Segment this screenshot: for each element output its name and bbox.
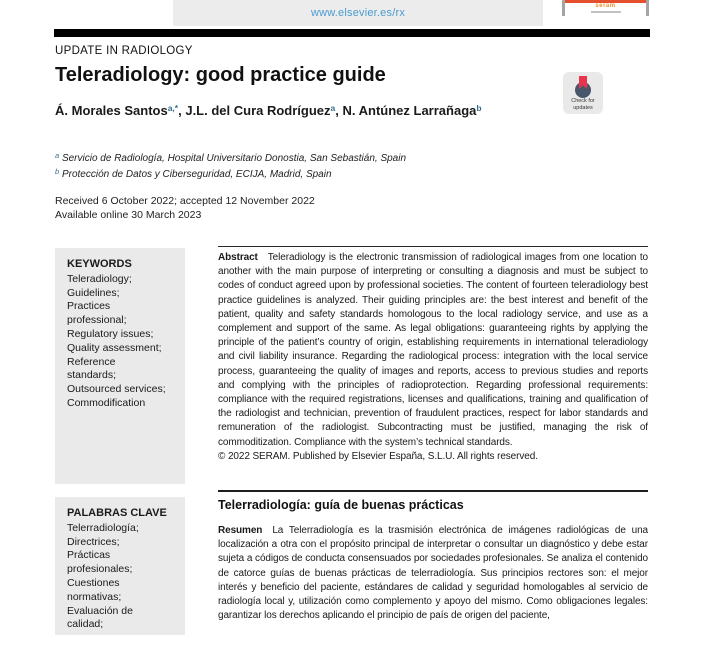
available-online-line: Available online 30 March 2023 [55, 209, 202, 221]
badge-label [563, 98, 603, 111]
keywords-title-en: KEYWORDS [67, 258, 132, 270]
author [185, 103, 342, 118]
abstract-text-es: La Telerradiología es la trasmisión electrónica de imágenes radiológicas de una localización a otra con el propósito principal de interpretar o consultar un diagnóstico y debe estar sujeta a códigos de conducta consensuados por sociedades profesionales. Se analiza el contenido de catorce guías de buenas prácticas de telerradiología. Sus principios rectores son: el mejor interés y beneficio del paciente, estándares de calidad y seguridad homologables al servicio de radiología local y, utilización como complemento y apoyo del mismo. Como obligaciones legales: garantizar los derechos aplicando el principio de país de origen del paciente, [218, 525, 648, 622]
affiliation-list [55, 149, 406, 181]
author-affiliation-sup: b [476, 103, 482, 113]
abstract-divider-rule [218, 490, 648, 492]
affiliation [55, 149, 406, 165]
author [55, 103, 185, 118]
affiliation-text: Protección de Datos y Ciberseguridad, ECIJA, Madrid, Spain [61, 169, 332, 180]
keyword-item: Guidelines; [67, 286, 120, 299]
cover-subtext-line [591, 11, 621, 13]
abstract-section-en [218, 251, 648, 464]
abstract-section-es [218, 524, 648, 623]
keyword-item: Reference standards; [67, 355, 117, 382]
keyword-item: Regulatory issues; [67, 327, 154, 340]
keyword-item: Commodification [67, 396, 146, 409]
keyword-item: Practices professional; [67, 300, 127, 327]
abstract-label-en: Abstract [218, 252, 258, 263]
affiliation [55, 165, 406, 181]
journal-header-banner [173, 0, 543, 26]
abstract-top-rule [218, 246, 648, 247]
article-history [55, 194, 315, 222]
header-divider-bar [54, 29, 650, 37]
keyword-item: Quality assessment; [67, 341, 162, 354]
badge-label-line1: Check for [571, 98, 595, 104]
author-name: N. Antúnez Larrañaga [342, 103, 477, 118]
author [343, 103, 482, 118]
keywords-box-es [55, 497, 185, 635]
keyword-item: Cuestiones normativas; [67, 576, 122, 603]
affiliation-text: Servicio de Radiología, Hospital Universitario Donostia, San Sebastián, Spain [61, 153, 407, 164]
affiliation-marker: a [55, 151, 60, 160]
abstract-paragraph-es [218, 524, 648, 623]
author-list [55, 103, 482, 118]
abstract-paragraph-en [218, 251, 648, 450]
journal-cover-thumbnail[interactable] [562, 0, 649, 16]
affiliation-marker: b [55, 167, 60, 176]
author-separator: , [178, 103, 186, 118]
spanish-title: Telerradiología: guía de buenas prácticas [218, 498, 464, 512]
keyword-item: Directrices; [67, 535, 120, 548]
crossmark-icon [572, 76, 594, 98]
keyword-item: Evaluación de calidad; [67, 604, 133, 631]
cover-logo-text: seram [595, 3, 616, 9]
journal-url-link[interactable]: www.elsevier.es/rx [310, 7, 406, 19]
check-for-updates-badge[interactable] [563, 72, 603, 114]
author-separator: , [335, 103, 343, 118]
section-label: UPDATE IN RADIOLOGY [55, 45, 193, 57]
keywords-title-es: PALABRAS CLAVE [67, 507, 167, 519]
author-name: Á. Morales Santos [55, 103, 168, 118]
copyright-line: © 2022 SERAM. Published by Elsevier España, S.L.U. All rights reserved. [218, 450, 538, 462]
keyword-item: Telerradiología; [67, 521, 139, 534]
abstract-text-en: Teleradiology is the electronic transmission of radiological images from one location to another with the main purpose of interpreting or consulting a diagnosis and must be subject to codes of conduct agreed upon by professional societies. The content of fourteen teleradiology best practice guidelines is analyzed. Their guiding principles are: the best interest and benefit of the patient, quality and safety standards homologous to the local radiology service, and use as a complement and support of the same. As legal obligations: guaranteeing rights by applying the principle of the patient’s country of origin, establishing requirements in international teleradiology and civil liability insurance. Regarding the radiological process: integration with the local service process, guaranteeing the quality of images and reports, access to previous studies and reports and complying with the principles of radioprotection. Regarding professional requirements: compliance with the required registrations, licenses and qualifications, training and qualification of the radiologist and technician, prevention of fraudulent practices, respect for labor standards and remuneration of the radiologist. Subcontracting must be justified, managing the risk of commoditization. Compliance with the system’s technical standards. [218, 252, 648, 448]
keyword-item: Outsourced services; [67, 383, 166, 396]
keyword-item: Prácticas profesionales; [67, 549, 133, 576]
badge-label-line2: updates [573, 104, 593, 111]
author-affiliation-sup: a [330, 103, 336, 113]
article-title: Teleradiology: good practice guide [55, 64, 386, 86]
author-affiliation-sup: a,* [167, 103, 179, 113]
keyword-item: Teleradiology; [67, 272, 132, 285]
author-name: J.L. del Cura Rodríguez [185, 103, 331, 118]
received-accepted-line: Received 6 October 2022; accepted 12 November 2022 [55, 195, 315, 207]
abstract-label-es: Resumen [218, 525, 263, 536]
keywords-box-en [55, 248, 185, 484]
